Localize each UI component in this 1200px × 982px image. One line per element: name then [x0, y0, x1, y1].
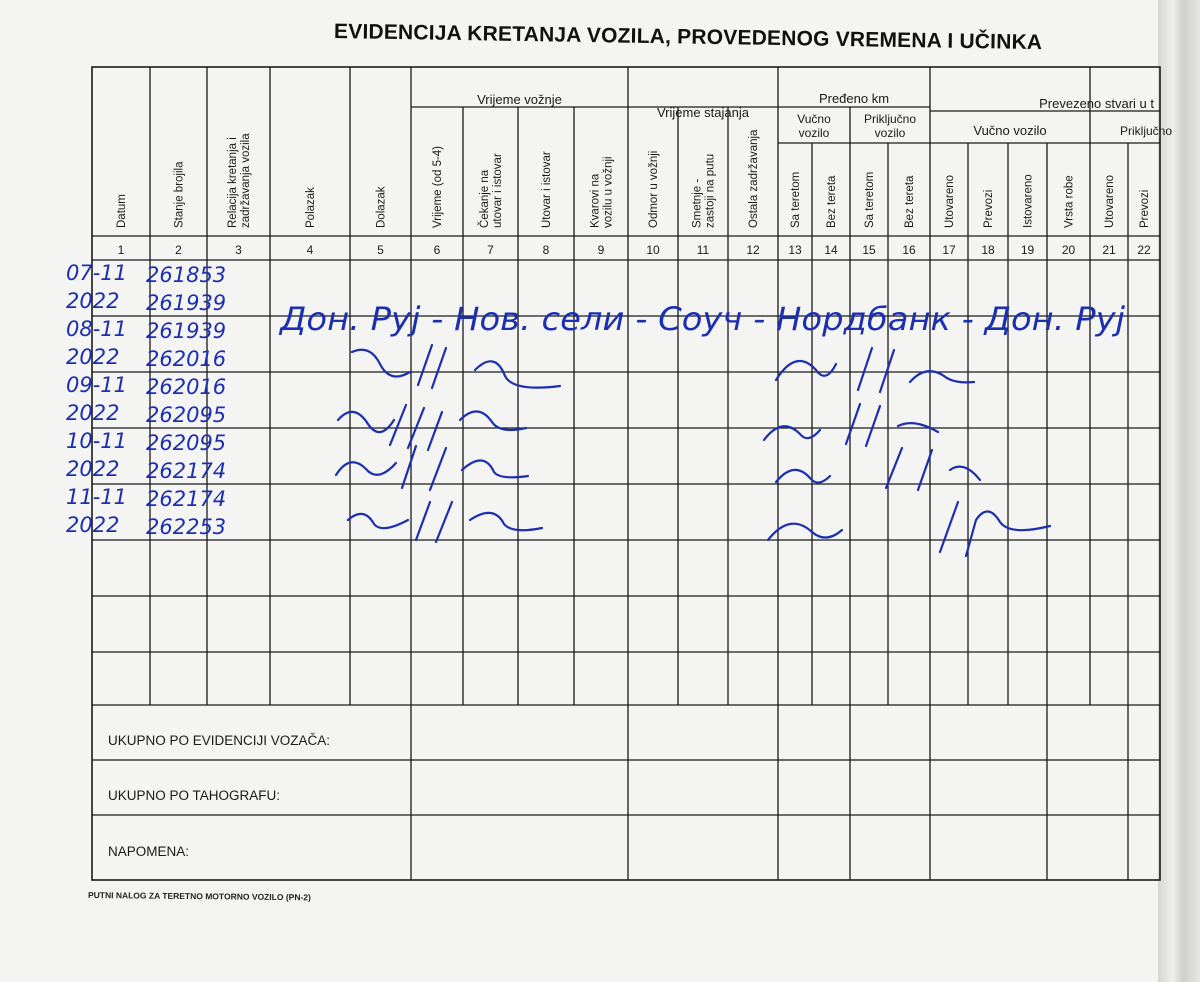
entry-odometer: 262253 [146, 515, 227, 539]
column-number-4: 4 [306, 243, 314, 257]
column-label-3: zadržavanja vozila [240, 133, 252, 228]
column-number-18: 18 [981, 243, 995, 257]
napomena-label: NAPOMENA: [108, 844, 190, 859]
column-label-12: Ostala zadržavanja [748, 129, 760, 228]
entry-odometer: 262095 [146, 431, 227, 455]
entry-odometer: 262174 [146, 459, 227, 483]
table-row [66, 261, 226, 287]
handwritten-mark [776, 348, 974, 392]
entry-odometer: 261939 [146, 291, 227, 315]
column-label-20: Vrsta robe [1063, 175, 1076, 228]
header-prikljucno-km-2: vozilo [874, 126, 906, 140]
column-number-5: 5 [377, 243, 384, 257]
column-label-6: Vrijeme (od 5-4) [432, 145, 444, 228]
header-vucno-km-1: Vučno [797, 112, 831, 126]
header-vucno-t: Vučno vozilo [973, 123, 1047, 138]
column-label-21: Utovareno [1104, 174, 1116, 228]
column-label-11: Smetnje - [691, 178, 704, 228]
table-row [66, 485, 226, 511]
table-row [66, 457, 226, 483]
column-number-12: 12 [746, 243, 760, 257]
entry-date: 10-11 [66, 429, 128, 453]
entry-date: 07-11 [66, 261, 128, 285]
column-label-8: Utovar i istovar [541, 151, 553, 228]
header-prikljucno-t: Priključno [1120, 124, 1173, 138]
column-label-4: Polazak [305, 187, 317, 228]
column-number-6: 6 [433, 243, 441, 257]
table-row [66, 317, 226, 343]
column-label-15: Sa teretom [864, 171, 876, 228]
column-label-2: Stanje brojila [173, 161, 186, 228]
header-prevezeno: Prevezeno stvari u t [1039, 96, 1154, 111]
entry-odometer: 262174 [146, 487, 227, 511]
column-label-18: Prevozi [983, 189, 995, 228]
entry-date: 2022 [66, 513, 120, 537]
column-number-21: 21 [1102, 243, 1116, 257]
entry-date: 08-11 [66, 317, 128, 341]
entry-odometer: 261939 [146, 319, 227, 343]
column-label-13: Sa teretom [790, 171, 802, 228]
table-row [66, 429, 226, 455]
column-number-16: 16 [902, 243, 916, 257]
handwritten-mark [352, 345, 560, 388]
column-label-7: Čekanje na [479, 169, 491, 228]
column-number-3: 3 [235, 243, 242, 257]
handwritten-mark [764, 404, 938, 446]
handwritten-mark [348, 502, 542, 542]
route-text: Дон. Руј - Нов. сели - Соуч - Нордбанк - Дон. Руј [277, 300, 1126, 338]
column-number-1: 1 [117, 243, 125, 257]
header-vrijeme-stajanja: Vrijeme stajanja [656, 105, 750, 120]
column-label-10: Odmor u vožnji [648, 150, 660, 228]
column-number-8: 8 [542, 243, 550, 257]
entry-date: 2022 [66, 289, 120, 313]
column-label-3: Relacija kretanja i [227, 137, 239, 228]
summary-evidencija-label: UKUPNO PO EVIDENCIJI VOZAČA: [108, 733, 331, 748]
column-number-13: 13 [788, 243, 802, 257]
column-number-14: 14 [824, 243, 838, 257]
entry-date: 11-11 [66, 485, 128, 509]
header-vucno-km-2: vozilo [798, 126, 830, 140]
table-entries [66, 261, 1125, 556]
table-row [66, 513, 226, 539]
column-number-15: 15 [862, 243, 876, 257]
entry-odometer: 262095 [146, 403, 227, 427]
column-label-22: Prevozi [1139, 189, 1151, 228]
table-headers [116, 91, 1172, 257]
summary-tahograf-label: UKUPNO PO TAHOGRAFU: [108, 788, 281, 803]
column-number-7: 7 [487, 243, 494, 257]
column-number-20: 20 [1061, 243, 1076, 257]
table-row [66, 289, 226, 315]
header-prikljucno-km-1: Priključno [863, 112, 917, 126]
header-vrijeme-voznje: Vrijeme vožnje [477, 92, 562, 107]
column-label-1: Datum [116, 194, 128, 228]
column-number-9: 9 [597, 243, 605, 257]
column-number-22: 22 [1137, 243, 1151, 257]
column-label-17: Utovareno [944, 174, 956, 228]
column-number-10: 10 [646, 243, 660, 257]
column-number-11: 11 [696, 243, 710, 257]
column-number-17: 17 [942, 243, 956, 257]
table-row [66, 401, 226, 427]
summary-rows [108, 733, 330, 859]
entry-date: 09-11 [66, 373, 128, 397]
column-label-7: utovar i istovar [492, 153, 504, 228]
column-number-19: 19 [1020, 243, 1035, 257]
entry-date: 2022 [66, 345, 120, 369]
form-title: EVIDENCIJA KRETANJA VOZILA, PROVEDENOG VREMENA I UČINKA [333, 20, 1043, 55]
entry-odometer: 262016 [146, 347, 227, 371]
entry-date: 2022 [66, 401, 120, 425]
column-label-5: Dolazak [375, 186, 388, 228]
table-row [66, 345, 226, 371]
column-label-9: Kvarovi na [589, 173, 602, 228]
table-grid [92, 67, 1160, 880]
column-label-14: Bez tereta [826, 175, 838, 228]
table-row [66, 373, 226, 399]
header-predjeno-km: Pređeno km [818, 91, 890, 106]
entry-odometer: 262016 [146, 375, 227, 399]
column-label-11: zastoji na putu [704, 153, 717, 228]
column-label-16: Bez tereta [904, 175, 916, 228]
table-frame [92, 67, 1160, 880]
form-footer: PUTNI NALOG ZA TERETNO MOTORNO VOZILO (PN-2) [87, 890, 311, 903]
column-label-19: Istovareno [1022, 174, 1035, 228]
column-number-2: 2 [175, 243, 182, 257]
column-label-9: vozilu u vožnji [602, 156, 615, 228]
entry-odometer: 261853 [146, 263, 227, 287]
entry-date: 2022 [66, 457, 120, 481]
